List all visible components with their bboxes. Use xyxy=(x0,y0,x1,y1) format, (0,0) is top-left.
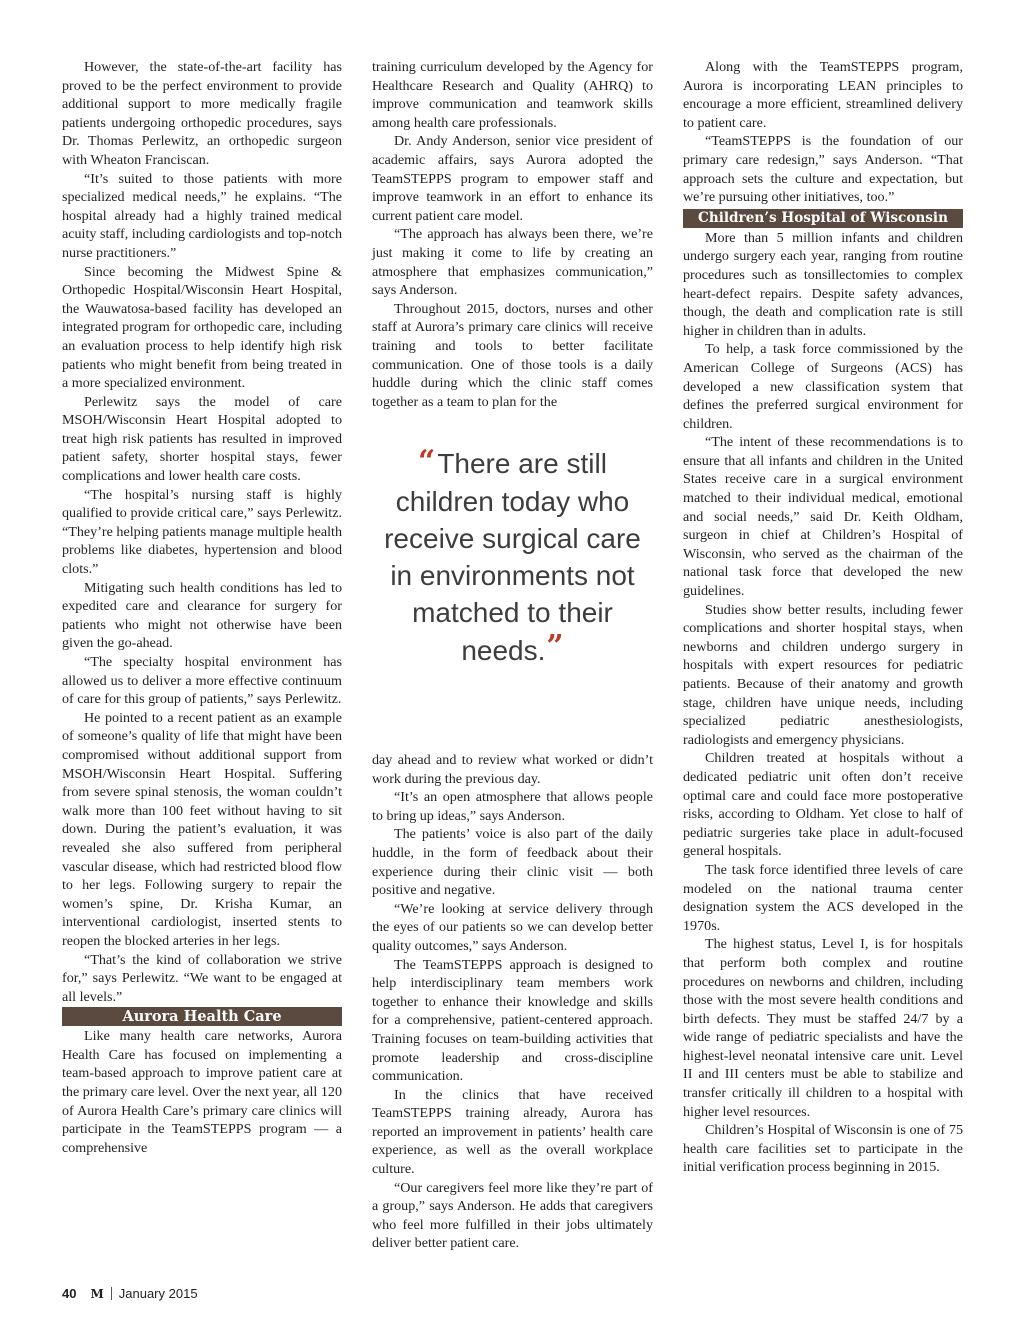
paragraph: In the clinics that have received TeamSTEPPS training already, Aurora has reported an improvement in patients’ health care experience, as well as the overall workplace culture. xyxy=(372,1086,653,1178)
paragraph: “The hospital’s nursing staff is highly qualified to provide critical care,” says Perlewitz. “They’re helping patients manage multiple health problems like diabetes, hypertension and blood clots.” xyxy=(62,486,342,578)
column-2 xyxy=(372,58,653,701)
paragraph: “That’s the kind of collaboration we strive for,” says Perlewitz. “We want to be engaged at all levels.” xyxy=(62,951,342,1005)
column-2-continued xyxy=(372,751,653,1253)
paragraph: Children’s Hospital of Wisconsin is one of 75 health care facilities set to participate in the initial verification process beginning in 2015. xyxy=(683,1122,963,1176)
magazine-logo: M xyxy=(90,1286,104,1301)
paragraph: “TeamSTEPPS is the foundation of our primary care redesign,” says Anderson. “That approach sets the culture and expectation, but we’re pursuing other initiatives, too.” xyxy=(683,133,963,206)
section-heading-childrens-hospital: Children’s Hospital of Wisconsin xyxy=(683,209,963,228)
section-heading-aurora: Aurora Health Care xyxy=(62,1007,342,1026)
paragraph: “The approach has always been there, we’re just making it come to life by creating an atmosphere that emphasizes communication,” says Anderson. xyxy=(372,226,653,299)
paragraph: The TeamSTEPPS approach is designed to help interdisciplinary team members work together to enhance their knowledge and skills for a comprehensive, patient-centered approach. Training focuses on team-building activities that promote leadership and cross-discipline communication. xyxy=(372,956,653,1085)
paragraph: The highest status, Level I, is for hospitals that perform both complex and routine procedures on newborns and children, including those with the most severe health conditions and birth defects. They must be staffed 24/7 by a wide range of pediatric specialists and have the highest-level neonatal intensive care unit. Level II and III centers must be able to stabilize and transfer critically ill children to a hospital with higher level resources. xyxy=(683,936,963,1120)
close-quote-mark: ” xyxy=(546,628,564,664)
page-footer xyxy=(62,1286,198,1301)
paragraph: More than 5 million infants and children undergo surgery each year, ranging from routine procedures such as tonsillectomies to complex heart-defect repairs. Despite safety advances, though, the death and complication rate is still higher in children than in adults. xyxy=(683,229,963,339)
paragraph: training curriculum developed by the Agency for Healthcare Research and Quality (AHRQ) to improve communication and teamwork skills among health care professionals. xyxy=(372,59,653,131)
paragraph: Along with the TeamSTEPPS program, Aurora is incorporating LEAN principles to encourage a more efficient, streamlined delivery to patient care. xyxy=(683,59,963,131)
paragraph: “Our caregivers feel more like they’re part of a group,” says Anderson. He adds that caregivers who feel more fulfilled in their jobs ultimately deliver better patient care. xyxy=(372,1179,653,1252)
paragraph: Since becoming the Midwest Spine & Orthopedic Hospital/Wisconsin Heart Hospital, the Wauwatosa-based facility has developed an integrated program for orthopedic care, including an evaluation process to help identify high risk patients who might benefit from being treated in a more specialized environment. xyxy=(62,263,342,392)
pull-quote-text: There are still children today who receive surgical care in environments not matched to their needs. xyxy=(384,448,641,666)
open-quote-mark: “ xyxy=(418,444,436,480)
paragraph: “It’s suited to those patients with more specialized medical needs,” he explains. “The hospital already had a highly trained medical acuity staff, including cardiologists and top-notch nurse practitioners.” xyxy=(62,170,342,261)
paragraph: The task force identified three levels of care modeled on the national trauma center designation system the ACS developed in the 1970s. xyxy=(683,861,963,934)
paragraph: The patients’ voice is also part of the daily huddle, in the form of feedback about their experience during their clinic visit — both positive and negative. xyxy=(372,826,653,899)
footer-divider xyxy=(111,1287,112,1300)
paragraph: day ahead and to review what worked or didn’t work during the previous day. xyxy=(372,752,653,787)
paragraph: However, the state-of-the-art facility has proved to be the perfect environment to provide additional support to more medically fragile patients undergoing orthopedic procedures, says Dr. Thomas Perlewitz, an orthopedic surgeon with Wheaton Franciscan. xyxy=(62,59,342,168)
issue-date: January 2015 xyxy=(118,1286,198,1301)
paragraph: Dr. Andy Anderson, senior vice president of academic affairs, says Aurora adopted the TeamSTEPPS program to empower staff and improve teamwork in an effort to enhance its current patient care model. xyxy=(372,133,653,224)
column-3 xyxy=(683,58,963,1177)
pull-quote xyxy=(372,445,653,669)
paragraph: “It’s an open atmosphere that allows people to bring up ideas,” says Anderson. xyxy=(372,789,653,824)
paragraph: Throughout 2015, doctors, nurses and other staff at Aurora’s primary care clinics will receive training and tools to better facilitate communication. One of those tools is a daily huddle during which the clinic staff comes together as a team to plan for the xyxy=(372,300,653,410)
paragraph: Mitigating such health conditions has led to expedited care and clearance for surgery for patients who might not otherwise have been given the go-ahead. xyxy=(62,579,342,652)
page-number: 40 xyxy=(62,1286,77,1301)
paragraph: Children treated at hospitals without a dedicated pediatric unit often don’t receive optimal care and could face more postoperative risks, according to Oldham. Yet close to half of pediatric surgeries take place in adult-focused general hospitals. xyxy=(683,750,963,860)
paragraph: Perlewitz says the model of care MSOH/Wisconsin Heart Hospital adopted to treat high risk patients has resulted in improved patient safety, shorter hospital stays, fewer complications and lower health care costs. xyxy=(62,393,342,485)
column-1 xyxy=(62,58,342,1157)
paragraph: Studies show better results, including fewer complications and shorter hospital stays, when newborns and children undergo surgery in hospitals with expert resources for pediatric patients. Because of their anatomy and growth stage, children have unique needs, including specialized pediatric anesthesiologists, radiologists and emergency physicians. xyxy=(683,601,963,748)
paragraph: “We’re looking at service delivery through the eyes of our patients so we can develop better quality outcomes,” says Anderson. xyxy=(372,900,653,954)
paragraph: To help, a task force commissioned by the American College of Surgeons (ACS) has developed a new classification system that defines the preferred surgical environment for children. xyxy=(683,341,963,432)
paragraph: He pointed to a recent patient as an example of someone’s quality of life that might have been compromised without additional support from MSOH/Wisconsin Heart Hospital. Suffering from severe spinal stenosis, the woman couldn’t walk more than 100 feet without having to sit down. During the patient’s evaluation, it was revealed she also suffered from peripheral vascular disease, which had restricted blood flow to her legs. Following surgery to repair the women’s spine, Dr. Krisha Kumar, an interventional cardiologist, inserted stents to reopen the blocked arteries in her legs. xyxy=(62,709,342,949)
paragraph: Like many health care networks, Aurora Health Care has focused on implementing a team-based approach to improve patient care at the primary care level. Over the next year, all 120 of Aurora Health Care’s primary care clinics will participate in the TeamSTEPPS program — a comprehensive xyxy=(62,1028,343,1156)
paragraph: “The specialty hospital environment has allowed us to deliver a more effective continuum of care for this group of patients,” says Perlewitz. xyxy=(62,654,342,708)
paragraph: “The intent of these recommendations is to ensure that all infants and children in the United States receive care in a surgical environment matched to their individual medical, emotional and social needs,” said Dr. Keith Oldham, surgeon in chief at Children’s Hospital of Wisconsin, who served as the chairman of the national task force that developed the new guidelines. xyxy=(683,434,963,600)
